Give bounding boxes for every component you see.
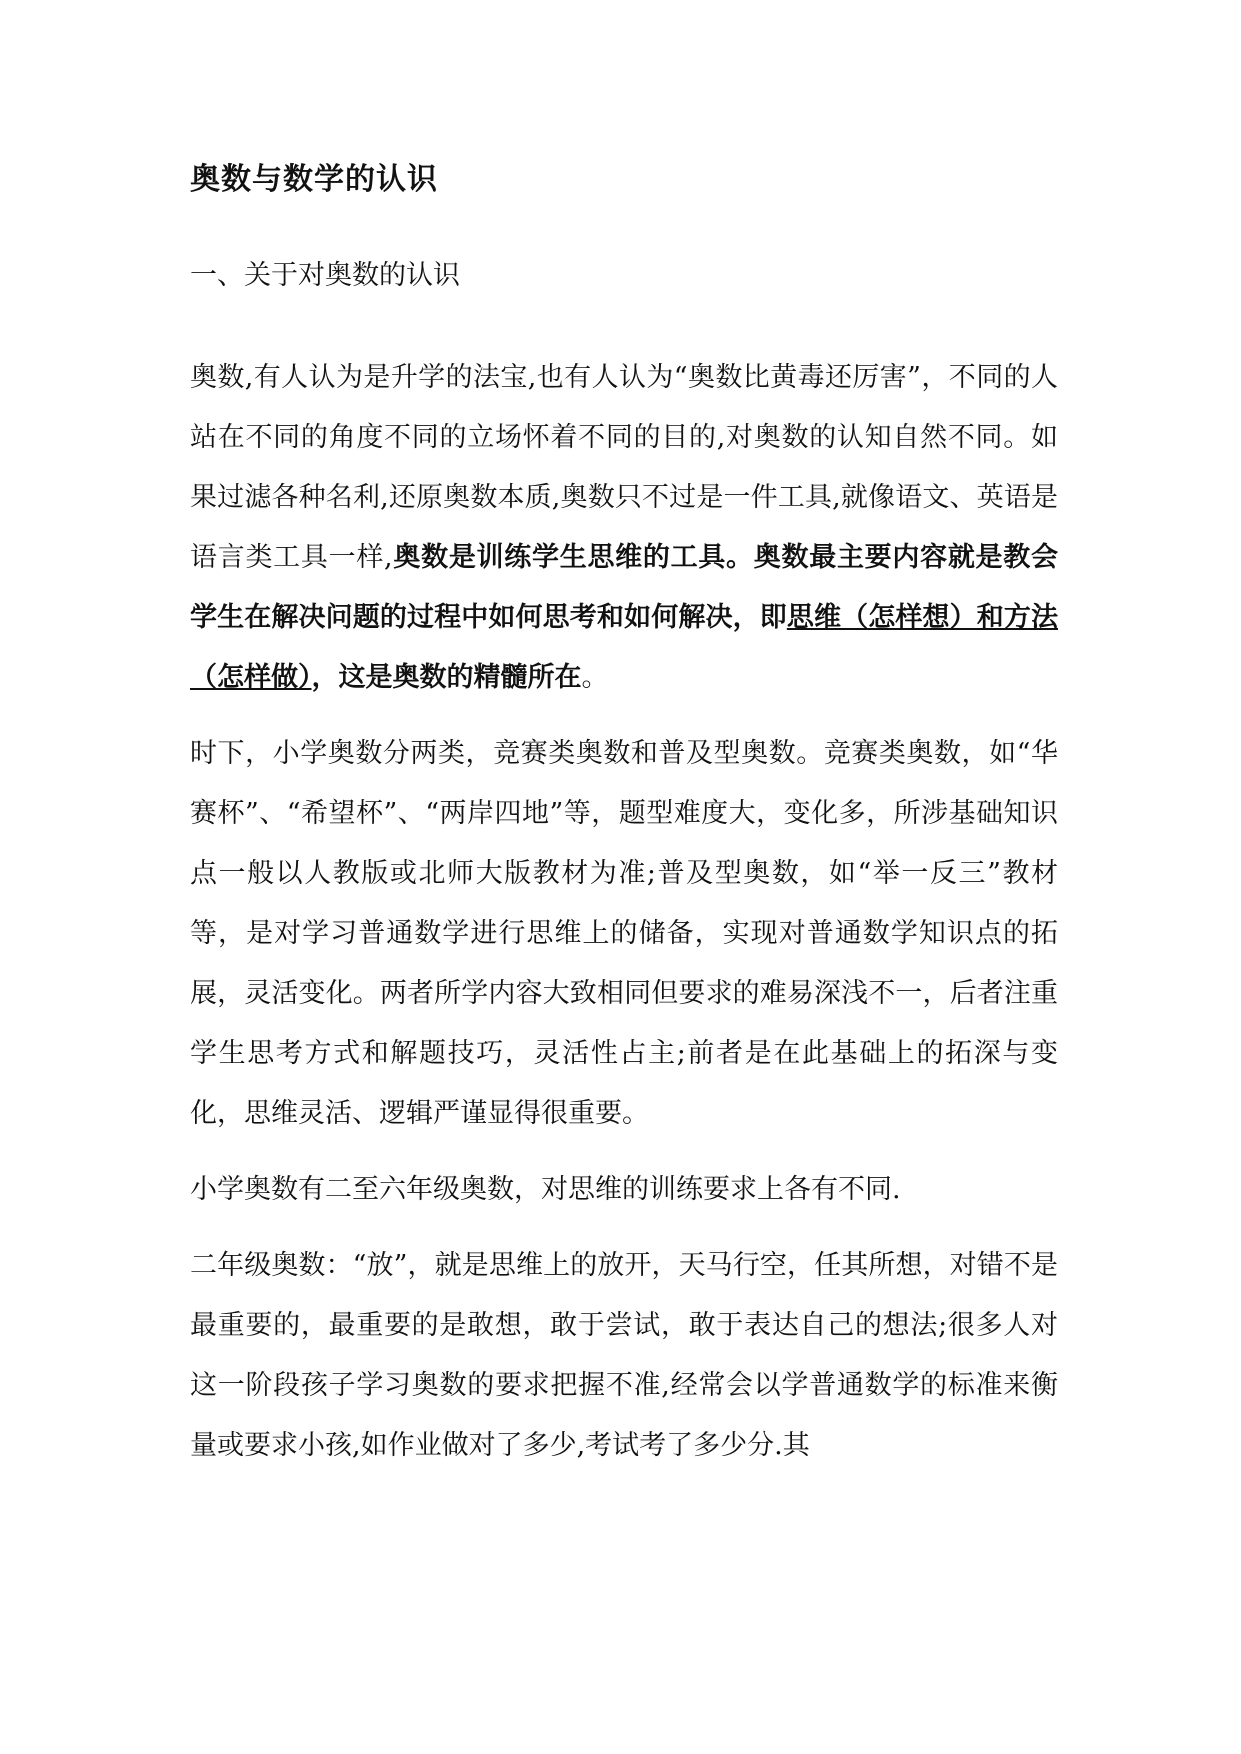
document-title: 奥数与数学的认识 (190, 162, 438, 197)
paragraph-3: 小学奥数有二至六年级奥数，对思维的训练要求上各有不同. (190, 1174, 901, 1205)
section-heading: 一、关于对奥数的认识 (190, 260, 460, 291)
paragraph-1 (190, 348, 1058, 708)
document-page (190, 160, 1058, 1492)
paragraph-1-bold-underline: 思维（怎样想）和方法（怎样做） (190, 602, 1059, 693)
paragraph-1-end: 。 (581, 662, 609, 693)
paragraph-2: 时下，小学奥数分两类，竞赛类奥数和普及型奥数。竞赛类奥数，如“华赛杯”、“希望杯”、“两岸四地”等，题型难度大，变化多，所涉基础知识点一般以人教版或北师大版教材为准;普及型奥数，如“举一反三”教材等，是对学习普通数学进行思维上的储备，实现对普通数学知识点的拓展，灵活变化。两者所学内容大致相同但要求的难易深浅不一，后者注重学生思考方式和解题技巧，灵活性占主;前者是在此基础上的拓深与变化，思维灵活、逻辑严谨显得很重要。 (190, 738, 1058, 1129)
paragraph-1-bold-b: ，这是奥数的精髓所在 (311, 662, 582, 693)
paragraph-1-bold-a: 奥数是训练学生思维的工具。奥数最主要内容就是教会学生在解决问题的过程中如何思考和如何解决，即 (190, 542, 1059, 633)
paragraph-1-text: 奥数,有人认为是升学的法宝,也有人认为“奥数比黄毒还厉害”，不同的人站在不同的角度不同的立场怀着不同的目的,对奥数的认知自然不同。如果过滤各种名利,还原奥数本质,奥数只不过是一件工具,就像语文、英语是语言类工具一样, (190, 362, 1058, 573)
paragraph-4: 二年级奥数：“放”，就是思维上的放开，天马行空，任其所想，对错不是最重要的，最重要的是敢想，敢于尝试，敢于表达自己的想法;很多人对这一阶段孩子学习奥数的要求把握不准,经常会以学普通数学的标准来衡量或要求小孩,如作业做对了多少,考试考了多少分.其 (190, 1250, 1058, 1461)
